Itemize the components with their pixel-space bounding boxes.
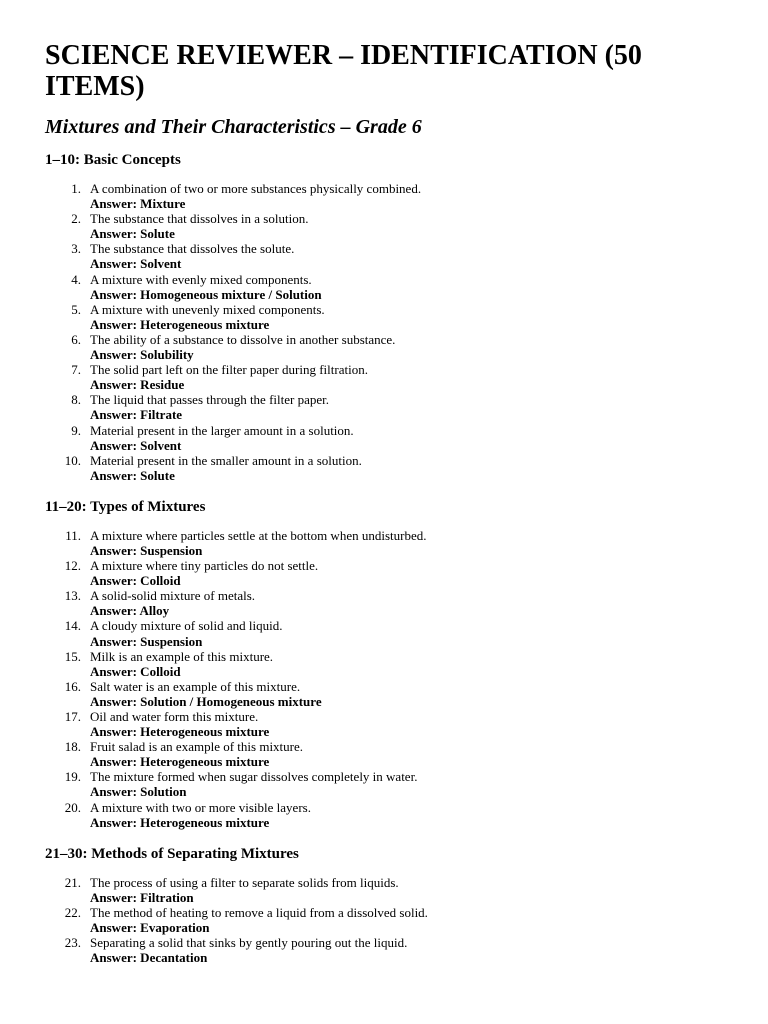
section-heading: 11–20: Types of Mixtures: [45, 498, 206, 515]
answer-text: Answer: Solution / Homogeneous mixture: [90, 693, 322, 709]
section: [45, 844, 723, 966]
item-number: 10.: [64, 452, 81, 468]
answer-text: Answer: Alloy: [90, 603, 170, 619]
answer-text: Answer: Homogeneous mixture / Solution: [90, 286, 322, 302]
item-number: 15.: [64, 648, 81, 664]
question-text: Oil and water form this mixture.: [90, 709, 259, 724]
list-item: [45, 739, 723, 769]
item-number: 22.: [64, 904, 81, 920]
question-text: A mixture with two or more visible layers.: [90, 799, 311, 815]
item-number: 17.: [64, 709, 81, 724]
answer-text: Answer: Mixture: [90, 196, 186, 212]
answer-text: Answer: Filtrate: [90, 407, 183, 423]
question-list: [45, 875, 723, 966]
answer-text: Answer: Solution: [90, 784, 187, 800]
answer-text: Answer: Heterogeneous mixture: [90, 754, 270, 770]
answer-text: Answer: Suspension: [90, 542, 203, 558]
document-subtitle: Mixtures and Their Characteristics – Grade 6: [45, 116, 422, 138]
list-item: [45, 362, 723, 392]
question-text: The solid part left on the filter paper during filtration.: [90, 362, 368, 378]
question-text: A mixture where particles settle at the bottom when undisturbed.: [90, 527, 427, 543]
answer-text: Answer: Residue: [90, 377, 185, 393]
section: [45, 150, 723, 483]
question-text: The mixture formed when sugar dissolves completely in water.: [90, 769, 418, 785]
item-number: 11.: [65, 527, 81, 543]
list-item: [45, 423, 723, 453]
question-text: A solid-solid mixture of metals.: [90, 588, 256, 604]
question-text: Fruit salad is an example of this mixture.: [90, 739, 304, 755]
item-number: 12.: [64, 558, 81, 574]
item-number: 2.: [71, 211, 81, 227]
question-text: Material present in the smaller amount in a solution.: [90, 452, 362, 468]
answer-text: Answer: Solute: [90, 467, 175, 483]
item-number: 9.: [71, 422, 81, 438]
question-list: [45, 181, 723, 483]
answer-text: Answer: Heterogeneous mixture: [90, 316, 270, 332]
question-text: The process of using a filter to separate solids from liquids.: [90, 874, 399, 890]
section-heading: 1–10: Basic Concepts: [45, 152, 181, 168]
answer-text: Answer: Solute: [90, 226, 175, 242]
list-item: [45, 709, 723, 739]
list-item: [45, 588, 723, 618]
item-number: 6.: [71, 331, 81, 347]
item-number: 14.: [64, 618, 81, 634]
item-number: 7.: [71, 362, 81, 378]
item-number: 8.: [71, 392, 81, 408]
question-text: A mixture with evenly mixed components.: [90, 271, 312, 287]
answer-text: Answer: Filtration: [90, 889, 194, 905]
answer-text: Answer: Heterogeneous mixture: [90, 724, 270, 740]
question-text: A mixture where tiny particles do not settle.: [90, 558, 319, 574]
item-number: 21.: [64, 874, 81, 890]
item-number: 4.: [71, 271, 81, 287]
list-item: [45, 558, 723, 588]
list-item: [45, 272, 723, 302]
question-list: [45, 528, 723, 830]
list-item: [45, 211, 723, 241]
item-number: 1.: [71, 181, 81, 196]
answer-text: Answer: Colloid: [90, 573, 181, 589]
list-item: [45, 769, 723, 799]
list-item: [45, 618, 723, 648]
list-item: [45, 332, 723, 362]
sections-container: [45, 150, 723, 965]
item-number: 18.: [64, 739, 81, 755]
list-item: [45, 679, 723, 709]
list-item: [45, 935, 723, 965]
list-item: [45, 905, 723, 935]
question-text: The substance that dissolves in a solution.: [90, 211, 309, 227]
question-text: Salt water is an example of this mixture.: [90, 678, 301, 694]
item-number: 5.: [71, 301, 81, 317]
question-text: Separating a solid that sinks by gently pouring out the liquid.: [90, 935, 408, 951]
answer-text: Answer: Solvent: [90, 256, 182, 272]
list-item: [45, 875, 723, 905]
answer-text: Answer: Evaporation: [90, 920, 210, 936]
answer-text: Answer: Solvent: [90, 437, 182, 453]
item-number: 20.: [64, 799, 81, 815]
list-item: [45, 241, 723, 271]
list-item: [45, 800, 723, 830]
list-item: [45, 528, 723, 558]
list-item: [45, 392, 723, 422]
answer-text: Answer: Heterogeneous mixture: [90, 814, 270, 830]
list-item: [45, 302, 723, 332]
document-title: SCIENCE REVIEWER – IDENTIFICATION (50 ITEMS): [45, 40, 642, 102]
item-number: 3.: [71, 241, 81, 257]
question-text: The method of heating to remove a liquid from a dissolved solid.: [90, 904, 428, 920]
question-text: The substance that dissolves the solute.: [90, 241, 295, 257]
section: [45, 497, 723, 830]
answer-text: Answer: Decantation: [90, 950, 208, 966]
section-heading: 21–30: Methods of Separating Mixtures: [45, 845, 299, 862]
question-text: A cloudy mixture of solid and liquid.: [90, 618, 283, 634]
question-text: The ability of a substance to dissolve in another substance.: [90, 331, 396, 347]
question-text: A combination of two or more substances physically combined.: [90, 181, 422, 196]
question-text: A mixture with unevenly mixed components.: [90, 301, 325, 317]
answer-text: Answer: Suspension: [90, 633, 203, 649]
list-item: [45, 181, 723, 211]
question-text: Material present in the larger amount in a solution.: [90, 422, 354, 438]
list-item: [45, 649, 723, 679]
item-number: 23.: [64, 935, 81, 951]
question-text: The liquid that passes through the filter paper.: [90, 392, 329, 408]
item-number: 16.: [64, 678, 81, 694]
question-text: Milk is an example of this mixture.: [90, 648, 274, 664]
answer-text: Answer: Colloid: [90, 663, 181, 679]
answer-text: Answer: Solubility: [90, 347, 194, 363]
item-number: 19.: [64, 769, 81, 785]
list-item: [45, 453, 723, 483]
item-number: 13.: [64, 588, 81, 604]
